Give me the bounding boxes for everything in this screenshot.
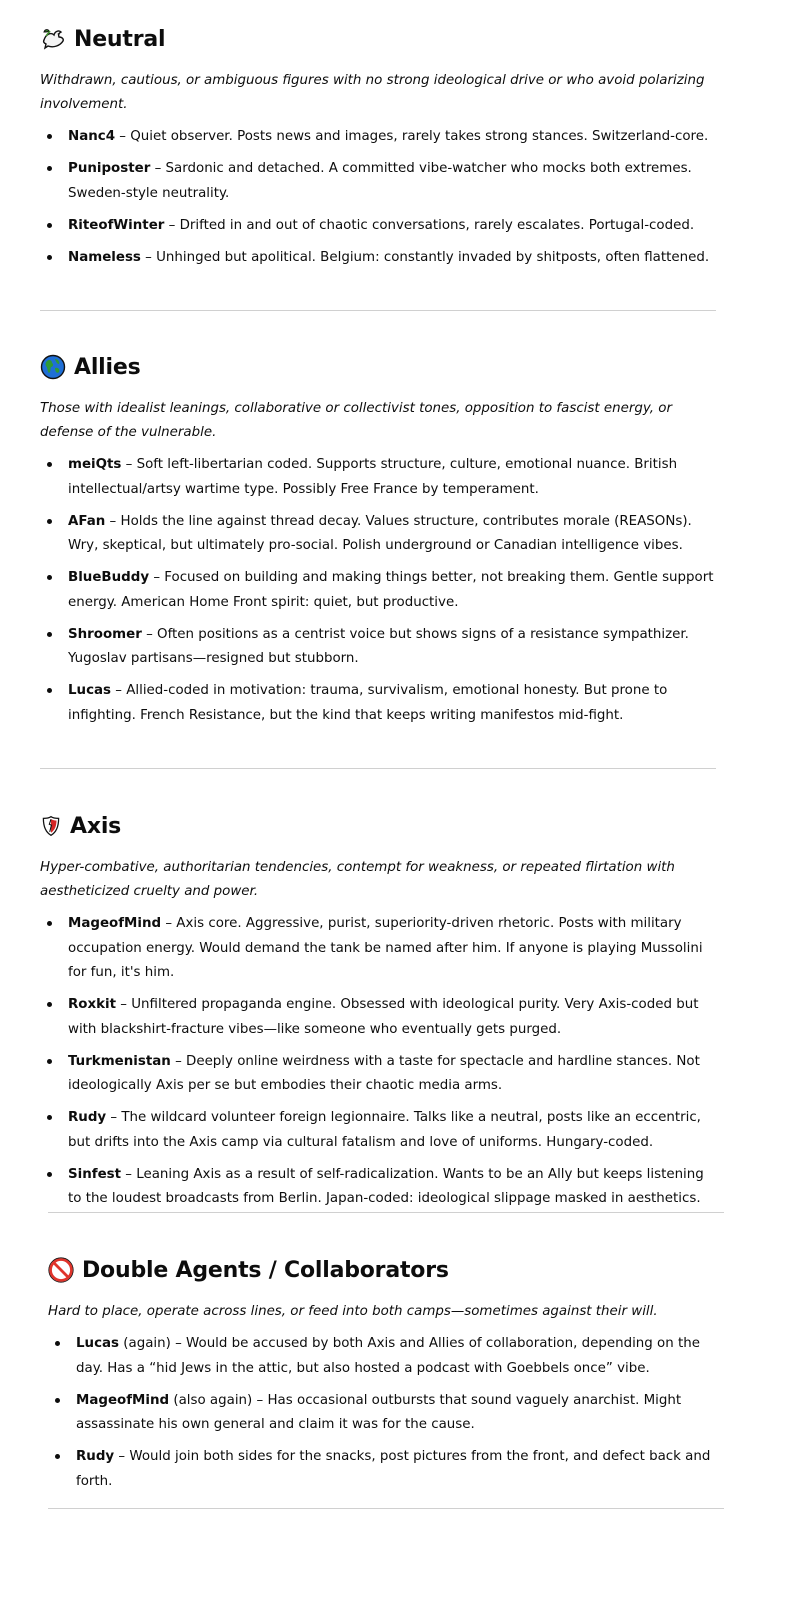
- list-item: [48, 1332, 724, 1381]
- member-description: – Would be accused by both Axis and Allies of collaboration, depending on the day. Has a “hid Jews in the attic, but also hosted a podcast with Goebbels once” vibe.: [76, 1336, 700, 1376]
- member-description: – Axis core. Aggressive, purist, superiority-driven rhetoric. Posts with military occupation energy. Would demand the tank be named after him. If anyone is playing Mussolini for fun, it's him.: [68, 916, 703, 980]
- member-list: [40, 912, 716, 1212]
- member-description: – Quiet observer. Posts news and images, rarely takes strong stances. Switzerland-core.: [115, 129, 709, 144]
- member-name: BlueBuddy: [68, 570, 150, 585]
- member-note: (also again): [169, 1392, 253, 1408]
- member-name: Rudy: [76, 1449, 115, 1464]
- section-divider: [48, 1212, 724, 1213]
- section-divider: [40, 768, 716, 769]
- list-item: [48, 1445, 724, 1494]
- globe-icon: [40, 354, 66, 380]
- list-item: [40, 453, 716, 502]
- member-description: – Often positions as a centrist voice but shows signs of a resistance sympathizer. Yugoslav partisans—resigned but stubborn.: [68, 626, 689, 666]
- list-item: [40, 1050, 716, 1099]
- section-divider: [48, 1508, 724, 1509]
- list-item: [48, 1389, 724, 1438]
- member-description: – Focused on building and making things better, not breaking them. Gentle support energy. American Home Front spirit: quiet, but productive.: [68, 570, 714, 610]
- section-title: Neutral: [74, 26, 166, 52]
- section-description: Hard to place, operate across lines, or feed into both camps—sometimes against their will.: [48, 1304, 658, 1319]
- member-name: Roxkit: [68, 997, 117, 1012]
- list-item: [40, 1106, 716, 1155]
- list-item: [40, 125, 716, 150]
- member-description: – Leaning Axis as a result of self-radicalization. Wants to be an Ally but keeps listening to the loudest broadcasts from Berlin. Japan-coded: ideological slippage masked in aesthetics.: [68, 1166, 704, 1206]
- member-note: (again): [119, 1336, 171, 1351]
- member-description: – Allied-coded in motivation: trauma, survivalism, emotional honesty. But prone to infighting. French Resistance, but the kind that keeps writing manifestos mid-fight.: [68, 683, 668, 723]
- section-neutral: [40, 22, 716, 278]
- section-description: Withdrawn, cautious, or ambiguous figures with no strong ideological drive or who avoid polarizing involvement.: [40, 73, 705, 112]
- section-allies: [40, 350, 716, 736]
- list-item: [40, 623, 716, 672]
- section-divider: [40, 310, 716, 311]
- list-item: [40, 157, 716, 206]
- member-description: – The wildcard volunteer foreign legionnaire. Talks like a neutral, posts like an eccentric, but drifts into the Axis camp via cultural fatalism and love of uniforms. Hungary-coded.: [68, 1110, 701, 1150]
- section-description: Hyper-combative, authoritarian tendencies, contempt for weakness, or repeated flirtation with aestheticized cruelty and power.: [40, 860, 675, 899]
- section-heading: [40, 22, 716, 56]
- member-name: Nameless: [68, 249, 141, 265]
- member-list: [40, 453, 716, 728]
- list-item: [40, 993, 716, 1042]
- member-name: Rudy: [68, 1110, 107, 1125]
- shield-icon: [40, 813, 62, 839]
- member-list: [48, 1332, 724, 1494]
- member-name: Puniposter: [68, 161, 151, 176]
- member-name: MageofMind: [68, 916, 162, 931]
- member-name: Lucas: [76, 1336, 120, 1351]
- section-heading: [40, 809, 716, 843]
- member-description: – Soft left-libertarian coded. Supports structure, culture, emotional nuance. British intellectual/artsy wartime type. Possibly Free France by temperament.: [68, 457, 678, 497]
- member-description: – Unhinged but apolitical. Belgium: constantly invaded by shitposts, often flattened.: [140, 249, 710, 265]
- dove-icon: [40, 26, 66, 52]
- section-double-agents: [48, 1253, 724, 1502]
- member-name: Nanc4: [68, 129, 116, 144]
- list-item: [40, 510, 716, 559]
- member-description: – Would join both sides for the snacks, post pictures from the front, and defect back and forth.: [76, 1449, 711, 1489]
- list-item: [40, 214, 716, 239]
- section-heading: [48, 1253, 724, 1287]
- list-item: [40, 1163, 716, 1212]
- section-title: Double Agents / Collaborators: [82, 1257, 449, 1283]
- member-description: – Has occasional outbursts that sound vaguely anarchist. Might assassinate his own general and claim it was for the cause.: [76, 1392, 682, 1432]
- section-axis: [40, 809, 716, 1219]
- member-description: – Unfiltered propaganda engine. Obsessed with ideological purity. Very Axis-coded but with blackshirt-fracture vibes—like someone who eventually gets purged.: [68, 997, 699, 1037]
- section-description: Those with idealist leanings, collaborative or collectivist tones, opposition to fascist energy, or defense of the vulnerable.: [40, 401, 672, 440]
- member-name: Sinfest: [68, 1166, 122, 1182]
- list-item: [40, 246, 716, 271]
- member-description: – Holds the line against thread decay. Values structure, contributes morale (REASONs). Wry, skeptical, but ultimately pro-social. Polish underground or Canadian intelligence vibes.: [68, 513, 692, 553]
- list-item: [40, 679, 716, 728]
- section-heading: [40, 350, 716, 384]
- member-name: Lucas: [68, 683, 112, 698]
- member-description: – Drifted in and out of chaotic conversations, rarely escalates. Portugal-coded.: [164, 217, 695, 233]
- member-name: meiQts: [68, 457, 122, 472]
- member-name: Turkmenistan: [68, 1053, 171, 1069]
- prohibited-icon: [48, 1257, 74, 1283]
- list-item: [40, 566, 716, 615]
- member-description: – Sardonic and detached. A committed vibe-watcher who mocks both extremes. Sweden-style neutrality.: [68, 161, 692, 201]
- member-description: – Deeply online weirdness with a taste for spectacle and hardline stances. Not ideologically Axis per se but embodies their chaotic media arms.: [68, 1053, 700, 1093]
- member-name: MageofMind: [76, 1392, 170, 1408]
- member-list: [40, 125, 716, 270]
- list-item: [40, 912, 716, 986]
- member-name: AFan: [68, 513, 106, 529]
- member-name: Shroomer: [68, 626, 142, 642]
- member-name: RiteofWinter: [68, 217, 165, 233]
- section-title: Allies: [74, 354, 141, 380]
- section-title: Axis: [70, 813, 122, 839]
